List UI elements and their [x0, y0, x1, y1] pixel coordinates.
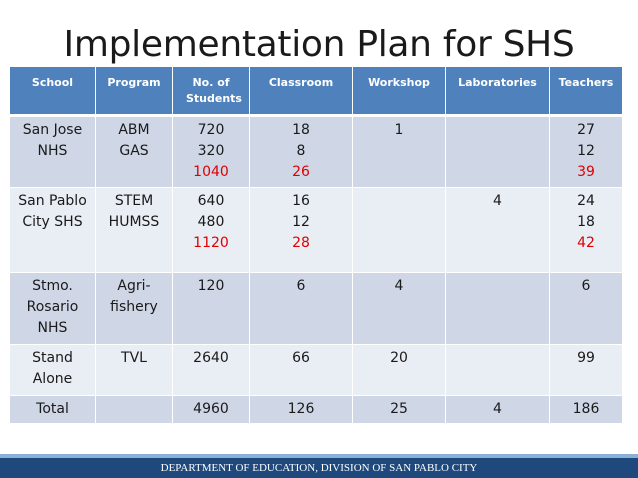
school-line: City SHS: [22, 214, 83, 230]
cell-classroom: 6: [250, 273, 353, 345]
classroom-value: 18: [292, 122, 310, 138]
school-line: Alone: [32, 371, 73, 387]
teachers-subtotal: 42: [577, 235, 595, 251]
classroom-value: 8: [296, 143, 306, 159]
header-laboratories: Laboratories: [446, 67, 550, 116]
program-line: STEM: [114, 193, 154, 209]
cell-laboratories: [446, 345, 550, 396]
slide-title: Implementation Plan for SHS: [63, 24, 575, 65]
cell-students: 120: [173, 273, 250, 345]
total-classroom: 126: [250, 396, 353, 424]
cell-school: [10, 273, 96, 345]
school-line: NHS: [37, 143, 68, 159]
header-school: School: [10, 67, 96, 116]
cell-workshop: [353, 188, 446, 273]
cell-teachers: [550, 116, 623, 188]
cell-students: [173, 188, 250, 273]
cell-program: [96, 188, 173, 273]
program-line: ABM: [118, 122, 150, 138]
cell-school: [10, 188, 96, 273]
students-value: 720: [197, 122, 225, 138]
cell-school: [10, 116, 96, 188]
cell-workshop: 20: [353, 345, 446, 396]
cell-students: [173, 116, 250, 188]
cell-teachers: 99: [550, 345, 623, 396]
total-laboratories: 4: [446, 396, 550, 424]
total-label: Total: [10, 396, 96, 424]
total-students: 4960: [173, 396, 250, 424]
table-header-row: [10, 67, 623, 116]
students-value: 320: [197, 143, 225, 159]
total-teachers: 186: [550, 396, 623, 424]
header-classroom: Classroom: [250, 67, 353, 116]
total-row: [10, 396, 623, 424]
cell-classroom: [250, 116, 353, 188]
cell-laboratories: [446, 116, 550, 188]
teachers-value: 27: [577, 122, 595, 138]
program-line: Agri-: [117, 278, 151, 294]
classroom-subtotal: 28: [292, 235, 310, 251]
footer-bar: [0, 458, 638, 478]
cell-program: TVL: [96, 345, 173, 396]
cell-school: [10, 345, 96, 396]
classroom-subtotal: 26: [292, 164, 310, 180]
teachers-value: 24: [577, 193, 595, 209]
cell-workshop: 4: [353, 273, 446, 345]
cell-program: [96, 116, 173, 188]
header-students: [173, 67, 250, 116]
school-line: NHS: [37, 320, 68, 336]
students-subtotal: 1040: [193, 164, 229, 180]
cell-workshop: 1: [353, 116, 446, 188]
table-row: [10, 116, 623, 188]
teachers-value: 18: [577, 214, 595, 230]
header-workshop: Workshop: [353, 67, 446, 116]
cell-laboratories: [446, 273, 550, 345]
program-line: GAS: [119, 143, 149, 159]
implementation-table: [9, 66, 623, 424]
teachers-subtotal: 39: [577, 164, 595, 180]
cell-program: [96, 273, 173, 345]
cell-laboratories: 4: [446, 188, 550, 273]
header-program: Program: [96, 67, 173, 116]
header-students-label: No. of Students: [186, 76, 242, 105]
cell-classroom: [250, 188, 353, 273]
table-row: [10, 345, 623, 396]
cell-students: 2640: [173, 345, 250, 396]
program-line: fishery: [110, 299, 158, 315]
school-line: San Jose: [22, 122, 83, 138]
table-row: [10, 273, 623, 345]
students-subtotal: 1120: [193, 235, 229, 251]
teachers-value: 12: [577, 143, 595, 159]
school-line: Stand: [32, 350, 73, 366]
students-value: 640: [197, 193, 225, 209]
table-row: [10, 188, 623, 273]
footer-text: DEPARTMENT OF EDUCATION, DIVISION OF SAN PABLO CITY: [160, 462, 478, 474]
school-line: Stmo.: [32, 278, 73, 294]
program-line: HUMSS: [108, 214, 160, 230]
cell-teachers: 6: [550, 273, 623, 345]
cell-classroom: 66: [250, 345, 353, 396]
students-value: 480: [197, 214, 225, 230]
total-workshop: 25: [353, 396, 446, 424]
classroom-value: 12: [292, 214, 310, 230]
total-program: [96, 396, 173, 424]
school-line: San Pablo: [18, 193, 87, 209]
school-line: Rosario: [26, 299, 79, 315]
cell-teachers: [550, 188, 623, 273]
classroom-value: 16: [292, 193, 310, 209]
header-teachers: Teachers: [550, 67, 623, 116]
